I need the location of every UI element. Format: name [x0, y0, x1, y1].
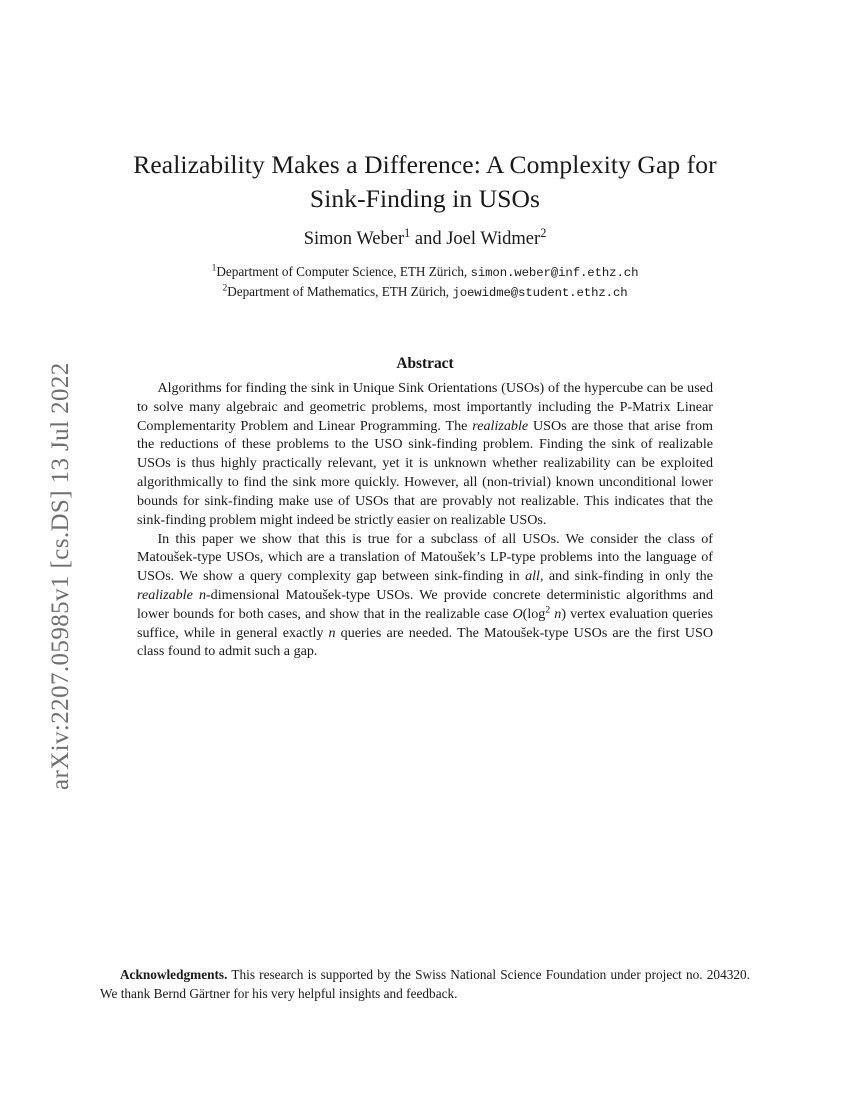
abstract-p2-italic-all: all [525, 568, 540, 585]
abstract-heading: Abstract [396, 355, 454, 372]
author-marker-2: 2 [540, 225, 547, 240]
math-log-close: ) [561, 605, 567, 622]
acknowledgments-text: This research is supported by the Swiss National Science Foundation under project no. 204320. We thank Bernd Gärtner for his very helpful insights and feedback. [100, 967, 750, 1002]
abstract-p1-part-a: Algorithms for finding the sink in Unique Sink Orientations (USOs) of the hypercube can be used to solve many algebraic and geometric problems, most importantly including the P-Matrix Linear Complementarity Problem and Linear Programming. The [137, 380, 713, 434]
abstract-p2-part-b: , and sink-finding in only the [539, 568, 713, 585]
math-log-exponent: 2 [545, 604, 551, 616]
abstract-p2-math-n-2: n [328, 624, 336, 641]
affiliation-email-1[interactable]: simon.weber@inf.ethz.ch [470, 266, 639, 280]
abstract-p2-italic-realizable: realizable [137, 586, 193, 603]
abstract-paragraph-2 [137, 530, 713, 662]
affiliation-text-2: Department of Mathematics, ETH Zürich, [227, 283, 453, 299]
acknowledgments-block [100, 965, 750, 1004]
abstract-p2-part-e: vertex evaluation queries suffice, while in general exactly [137, 605, 713, 641]
math-bigo-function: O [512, 605, 523, 622]
abstract-p2-math-n: n [198, 586, 206, 603]
author-conjunction: and [414, 229, 442, 249]
abstract-p2-part-f: queries are needed. The Matoušek-type USOs are the first USO class found to admit such a gap. [137, 624, 714, 660]
affiliation-marker-1: 1 [211, 263, 217, 274]
math-log-open: (log [522, 605, 546, 622]
author-marker-1: 1 [404, 225, 411, 240]
affiliation-line-2 [110, 283, 740, 303]
page-title [125, 148, 725, 216]
affiliation-marker-2: 2 [222, 283, 228, 294]
affiliation-text-1: Department of Computer Science, ETH Zürich, [216, 264, 471, 279]
abstract-paragraph-1 [137, 379, 713, 530]
author-name-2: Joel Widmer [446, 229, 541, 249]
abstract-p1-part-b: USOs are those that arise from the reductions of these problems to the USO sink-finding problem. Finding the sink of realizable USOs is thus highly practically relevant, yet it is unknown whether realizability can be exploited algorithmically to find the sink more quickly. However, all (non-trivial) known unconditional lower bounds for sink-finding make use of USOs that are provably not realizable. This indicates that the sink-finding problem might indeed be strictly easier on realizable USOs. [137, 417, 713, 528]
abstract-p2-math-bigo-expression [512, 606, 566, 622]
acknowledgments-heading: Acknowledgments. [119, 967, 228, 982]
author-name-1: Simon Weber [303, 229, 405, 249]
title-line-2: Sink-Finding in USOs [309, 183, 541, 213]
affiliation-email-2[interactable]: joewidme@student.ethz.ch [452, 285, 628, 300]
author-list [125, 225, 725, 250]
affiliation-line-1 [110, 263, 740, 283]
abstract-p1-italic-realizable: realizable [472, 417, 529, 434]
acknowledgments-paragraph [100, 965, 750, 1004]
abstract-p2-part-a: In this paper we show that this is true for a subclass of all USOs. We consider the class of Matoušek-type USOs, which are a translation of Matoušek’s LP-type problems into the language of USOs. We show a query complexity gap between sink-finding in [137, 530, 713, 585]
affiliation-block [110, 263, 740, 302]
math-log-variable: n [554, 605, 562, 622]
title-line-1: Realizability Makes a Difference: A Complexity Gap for [133, 150, 717, 179]
arxiv-stamp: arXiv:2207.05985v1 [cs.DS] 13 Jul 2022 [47, 362, 74, 790]
abstract-body [137, 379, 713, 661]
abstract-p2-part-d: -dimensional Matoušek-type USOs. We provide concrete deterministic algorithms and lower bounds for both cases, and show that in the realizable case [137, 586, 713, 622]
